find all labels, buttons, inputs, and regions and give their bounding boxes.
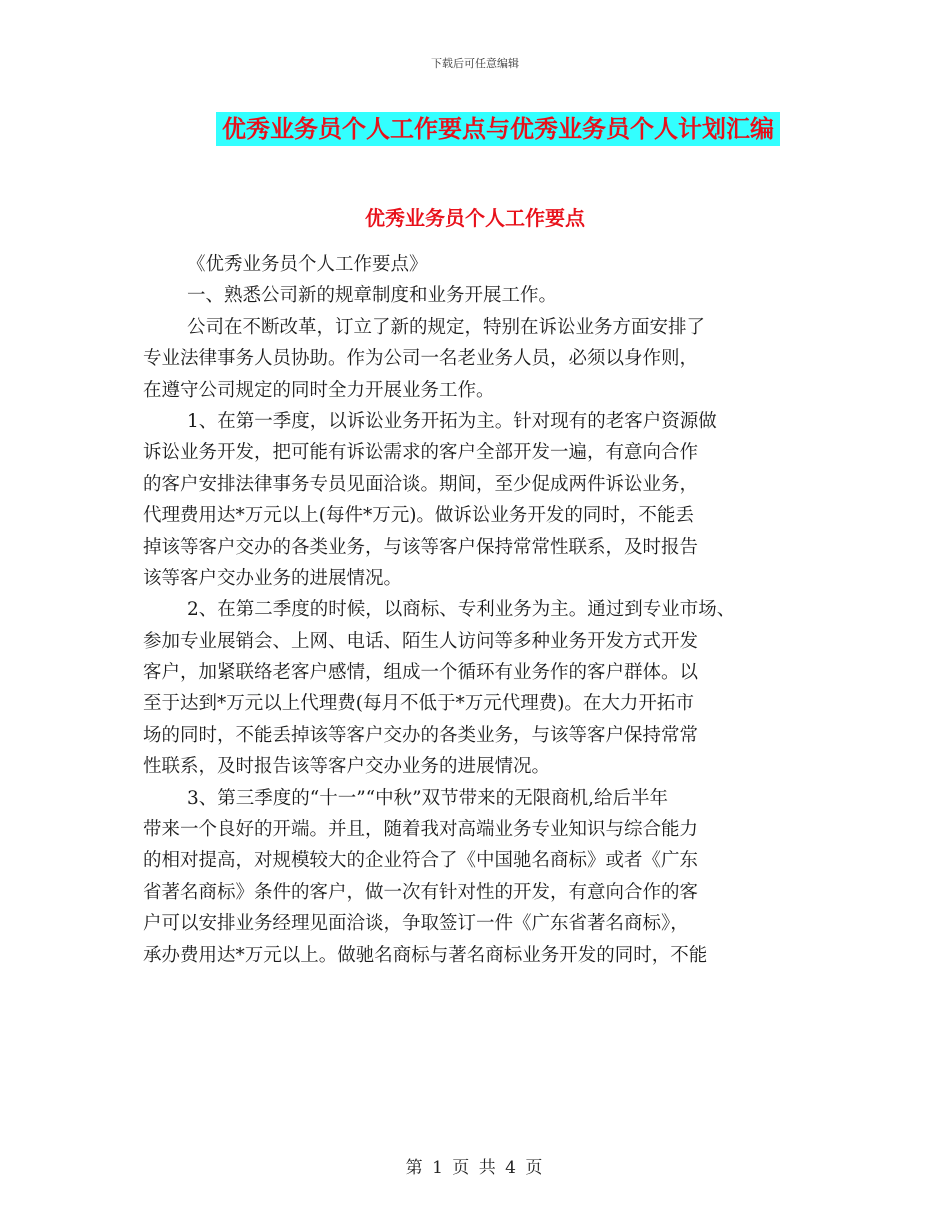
paragraph-line: 1、在第一季度，以诉讼业务开拓为主。针对现有的老客户资源做 xyxy=(187,410,717,432)
paragraph-line: 带来一个良好的开端。并且，随着我对高端业务专业知识与综合能力 xyxy=(143,819,699,841)
body-text xyxy=(143,249,823,971)
paragraph-line: 该等客户交办业务的进展情况。 xyxy=(143,567,403,589)
paragraph-line: 承办费用达*万元以上。做驰名商标与著名商标业务开发的同时，不能 xyxy=(143,944,708,966)
paragraph-line: 代理费用达*万元以上(每件*万元)。做诉讼业务开发的同时，不能丢 xyxy=(143,505,694,527)
paragraph-line: 性联系，及时报告该等客户交办业务的进展情况。 xyxy=(143,756,551,778)
paragraph-line: 在遵守公司规定的同时全力开展业务工作。 xyxy=(143,379,495,401)
main-title: 优秀业务员个人工作要点与优秀业务员个人计划汇编 xyxy=(216,112,780,146)
paragraph-line: 的相对提高，对规模较大的企业符合了《中国驰名商标》或者《广东 xyxy=(143,850,699,872)
header-note: 下载后可任意编辑 xyxy=(431,57,519,70)
paragraph-line: 客户，加紧联络老客户感情，组成一个循环有业务作的客户群体。以 xyxy=(143,662,699,684)
paragraph-line: 2、在第二季度的时候，以商标、专利业务为主。通过到专业市场、 xyxy=(187,599,736,621)
paragraph-line: 场的同时，不能丢掉该等客户交办的各类业务，与该等客户保持常常 xyxy=(143,724,699,746)
paragraph-line: 的客户安排法律事务专员见面洽谈。期间，至少促成两件诉讼业务， xyxy=(143,473,699,495)
page-number: 第 1 页 共 4 页 xyxy=(405,1158,545,1178)
paragraph-line: 省著名商标》条件的客户，做一次有针对性的开发，有意向合作的客 xyxy=(143,881,699,903)
paragraph-line: 至于达到*万元以上代理费(每月不低于*万元代理费)。在大力开拓市 xyxy=(143,693,694,715)
main-title-wrap xyxy=(0,112,950,146)
paragraph-line: 《优秀业务员个人工作要点》 xyxy=(187,254,428,275)
paragraph-line: 专业法律事务人员协助。作为公司一名老业务人员，必须以身作则， xyxy=(143,348,699,370)
paragraph-line: 公司在不断改革，订立了新的规定，特别在诉讼业务方面安排了 xyxy=(187,316,706,338)
section-title: 优秀业务员个人工作要点 xyxy=(365,206,585,230)
paragraph-line: 一、熟悉公司新的规章制度和业务开展工作。 xyxy=(187,285,558,307)
paragraph-line: 3、第三季度的“十一”“中秋”双节带来的无限商机,给后半年 xyxy=(187,787,668,809)
paragraph-line: 掉该等客户交办的各类业务，与该等客户保持常常性联系，及时报告 xyxy=(143,536,699,558)
paragraph-line: 参加专业展销会、上网、电话、陌生人访问等多种业务开发方式开发 xyxy=(143,630,699,652)
paragraph-line: 诉讼业务开发，把可能有诉讼需求的客户全部开发一遍，有意向合作 xyxy=(143,442,699,464)
paragraph-line: 户可以安排业务经理见面洽谈，争取签订一件《广东省著名商标》， xyxy=(143,913,689,935)
